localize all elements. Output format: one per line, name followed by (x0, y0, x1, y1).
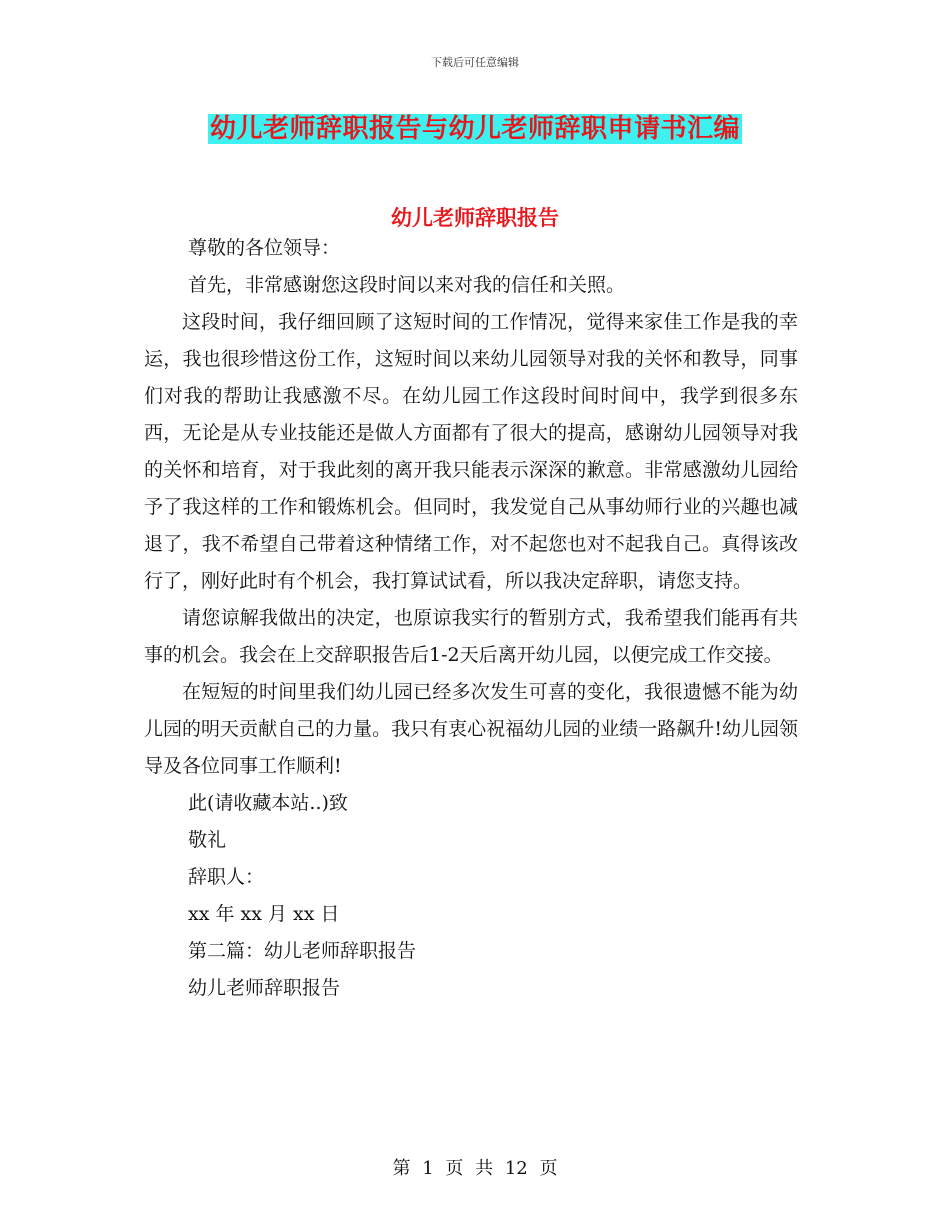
closing-to: 此(请收藏本站..)致 (188, 792, 348, 814)
date-line: xx 年 xx 月 xx 日 (188, 903, 340, 925)
document-title (0, 112, 950, 146)
salutation: 尊敬的各位领导： (188, 237, 341, 259)
paragraph-main: 这段时间，我仔细回顾了这短时间的工作情况，觉得来家佳工作是我的幸运，我也很珍惜这份工作，这短时间以来幼儿园领导对我的关怀和教导，同事们对我的帮助让我感激不尽。在幼儿园工作这段时间时间中，我学到很多东西，无论是从专业技能还是做人方面都有了很大的提高，感谢幼儿园领导对我的关怀和培育，对于我此刻的离开我只能表示深深的歉意。非常感激幼儿园给予了我这样的工作和锻炼机会。但同时，我发觉自己从事幼师行业的兴趣也减退了，我不希望自己带着这种情绪工作，对不起您也对不起我自己。真得该改行了，刚好此时有个机会，我打算试试看，所以我决定辞职，请您支持。 (144, 311, 798, 592)
second-article-title: 幼儿老师辞职报告 (188, 977, 341, 999)
second-article-heading: 第二篇：幼儿老师辞职报告 (188, 940, 417, 962)
header-note: 下载后可任意编辑 (431, 56, 519, 69)
paragraph-wishes: 在短短的时间里我们幼儿园已经多次发生可喜的变化，我很遗憾不能为幼儿园的明天贡献自己的力量。我只有衷心祝福幼儿园的业绩一路飙升!幼儿园领导及各位同事工作顺利! (144, 681, 798, 777)
page-number: 第 1 页 共 12 页 (392, 1158, 558, 1179)
document-body (144, 230, 798, 1007)
closing-salute: 敬礼 (188, 829, 227, 851)
paragraph-understanding: 请您谅解我做出的决定，也原谅我实行的暂别方式，我希望我们能再有共事的机会。我会在上交辞职报告后1-2天后离开幼儿园，以便完成工作交接。 (144, 607, 798, 666)
section-title: 幼儿老师辞职报告 (391, 206, 559, 230)
document-title-text: 幼儿老师辞职报告与幼儿老师辞职申请书汇编 (209, 114, 740, 144)
paragraph-thanks: 首先，非常感谢您这段时间以来对我的信任和关照。 (188, 274, 626, 296)
signature-label: 辞职人： (188, 866, 265, 888)
